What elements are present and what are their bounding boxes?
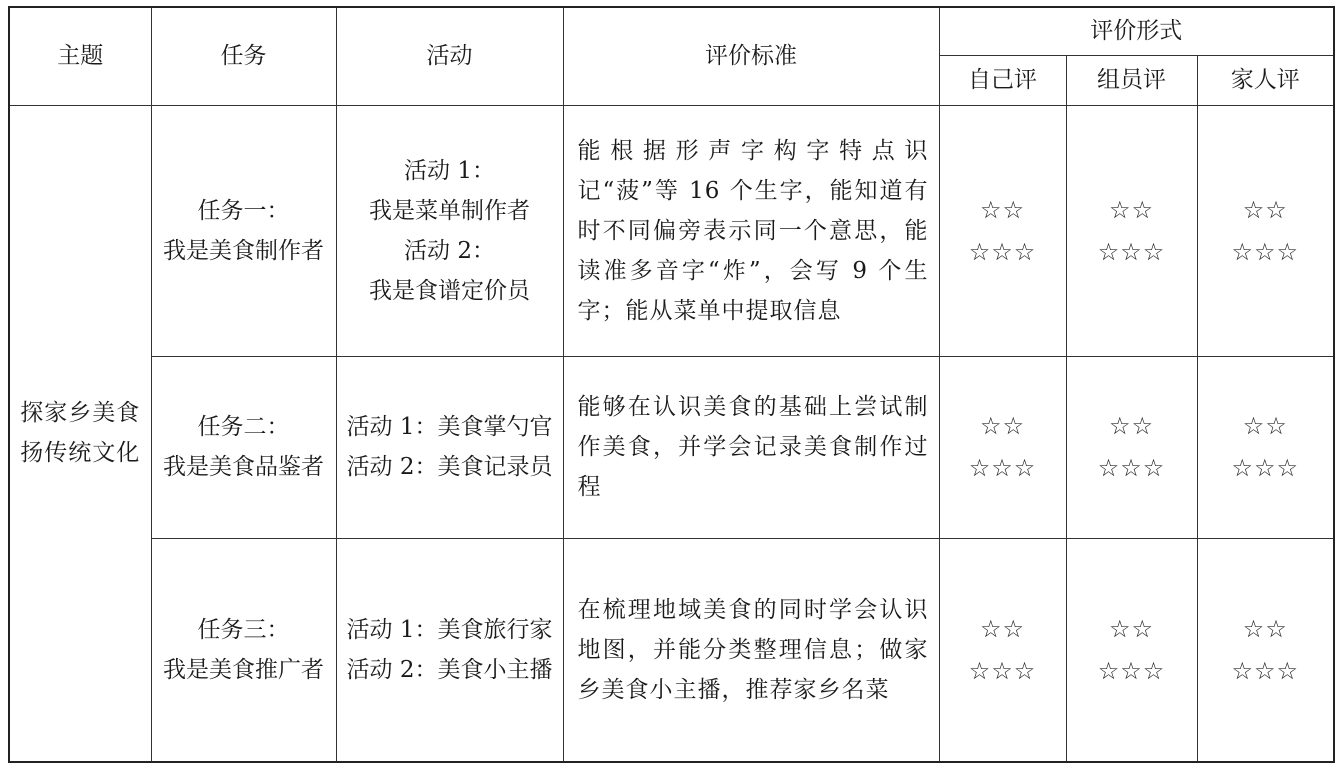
peer-eval-stars bbox=[1066, 538, 1197, 762]
activity-line: 活动 1： bbox=[404, 157, 495, 184]
activity-line: 活动 2：美食记录员 bbox=[346, 454, 553, 480]
criteria-cell: 能够在认识美食的基础上尝试制作美食，并学会记录美食制作过程 bbox=[563, 356, 939, 538]
header-task: 任务 bbox=[151, 7, 336, 105]
header-row bbox=[9, 7, 1334, 55]
task-title: 我是美食推广者 bbox=[163, 656, 324, 683]
stars-bottom: ☆☆☆ bbox=[1097, 454, 1166, 482]
task-cell bbox=[151, 356, 336, 538]
self-eval-stars bbox=[939, 105, 1066, 356]
theme-cell bbox=[9, 105, 151, 762]
task-cell bbox=[151, 538, 336, 762]
activity-cell bbox=[336, 538, 563, 762]
self-eval-stars bbox=[939, 538, 1066, 762]
stars-top: ☆☆ bbox=[979, 614, 1026, 643]
task-title: 我是美食制作者 bbox=[163, 237, 324, 264]
task-label: 任务一： bbox=[197, 197, 290, 224]
evaluation-table bbox=[8, 6, 1335, 763]
task-label: 任务三： bbox=[197, 616, 290, 643]
peer-eval-stars bbox=[1066, 105, 1197, 356]
activity-cell bbox=[336, 105, 563, 356]
stars-bottom: ☆☆☆ bbox=[1097, 237, 1166, 266]
activity-line: 我是食谱定价员 bbox=[369, 277, 530, 304]
task-label: 任务二： bbox=[197, 414, 290, 440]
header-family-eval: 家人评 bbox=[1197, 55, 1334, 105]
header-peer-eval: 组员评 bbox=[1066, 55, 1197, 105]
header-self-eval: 自己评 bbox=[939, 55, 1066, 105]
stars-bottom: ☆☆☆ bbox=[968, 237, 1037, 266]
stars-top: ☆☆ bbox=[979, 195, 1026, 224]
stars-top: ☆☆ bbox=[1108, 195, 1155, 224]
stars-bottom: ☆☆☆ bbox=[1231, 656, 1300, 685]
stars-top: ☆☆ bbox=[1108, 614, 1155, 643]
theme-line: 扬传统文化 bbox=[20, 440, 141, 467]
criteria-cell: 能根据形声字构字特点识记“菠”等 16 个生字，能知道有时不同偏旁表示同一个意思，能读准多音字“炸”，会写 9 个生字；能从菜单中提取信息 bbox=[563, 105, 939, 356]
stars-bottom: ☆☆☆ bbox=[968, 656, 1037, 685]
criteria-cell: 在梳理地域美食的同时学会认识地图，并能分类整理信息；做家乡美食小主播，推荐家乡名菜 bbox=[563, 538, 939, 762]
stars-bottom: ☆☆☆ bbox=[968, 454, 1037, 482]
activity-line: 活动 2： bbox=[404, 237, 495, 264]
stars-bottom: ☆☆☆ bbox=[1231, 454, 1300, 482]
header-theme: 主题 bbox=[9, 7, 151, 105]
family-eval-stars bbox=[1197, 538, 1334, 762]
stars-top: ☆☆ bbox=[979, 412, 1026, 440]
activity-cell bbox=[336, 356, 563, 538]
table-row bbox=[9, 105, 1334, 356]
evaluation-table-wrapper bbox=[8, 6, 1335, 763]
theme-line: 探家乡美食 bbox=[20, 400, 141, 427]
stars-bottom: ☆☆☆ bbox=[1231, 237, 1300, 266]
stars-top: ☆☆ bbox=[1242, 412, 1288, 440]
activity-line: 活动 1：美食掌勺官 bbox=[346, 414, 553, 440]
activity-line: 我是菜单制作者 bbox=[369, 197, 530, 224]
stars-top: ☆☆ bbox=[1108, 412, 1155, 440]
table-row bbox=[9, 538, 1334, 762]
activity-line: 活动 2：美食小主播 bbox=[346, 656, 553, 683]
stars-top: ☆☆ bbox=[1242, 195, 1288, 224]
activity-line: 活动 1：美食旅行家 bbox=[346, 616, 553, 643]
task-cell bbox=[151, 105, 336, 356]
family-eval-stars bbox=[1197, 356, 1334, 538]
family-eval-stars bbox=[1197, 105, 1334, 356]
header-evaluation-form: 评价形式 bbox=[939, 7, 1334, 55]
stars-bottom: ☆☆☆ bbox=[1097, 656, 1166, 685]
task-title: 我是美食品鉴者 bbox=[163, 454, 324, 480]
header-activity: 活动 bbox=[336, 7, 563, 105]
peer-eval-stars bbox=[1066, 356, 1197, 538]
table-row bbox=[9, 356, 1334, 538]
self-eval-stars bbox=[939, 356, 1066, 538]
header-criteria: 评价标准 bbox=[563, 7, 939, 105]
stars-top: ☆☆ bbox=[1242, 614, 1288, 643]
